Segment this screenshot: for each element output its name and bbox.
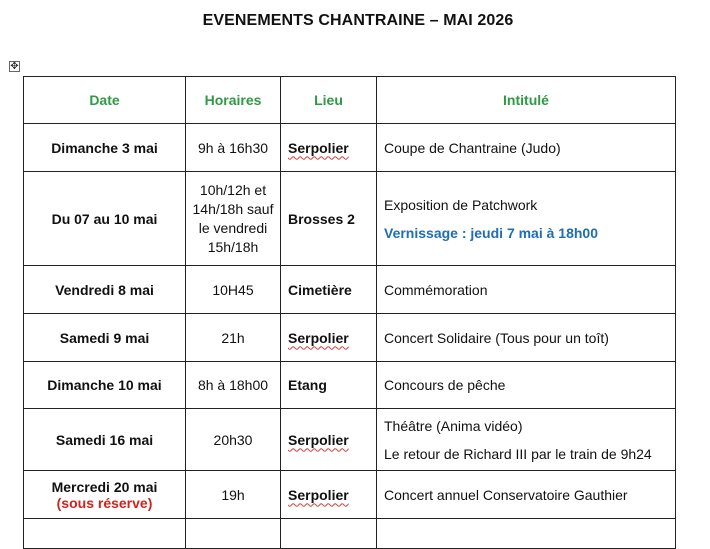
row-event: Exposition de Patchwork bbox=[384, 196, 538, 213]
row-event-detail: Le retour de Richard III par le train de 9h24 bbox=[384, 445, 652, 462]
empty-cell bbox=[281, 519, 377, 549]
row-place: Etang bbox=[281, 362, 377, 409]
row-place-cell bbox=[281, 409, 377, 471]
row-event-cell bbox=[377, 409, 676, 471]
events-table bbox=[23, 76, 676, 549]
table-row bbox=[24, 266, 676, 314]
table-row bbox=[24, 409, 676, 471]
row-hours: 21h bbox=[186, 314, 281, 362]
row-date-cell bbox=[24, 471, 186, 519]
row-date: Samedi 16 mai bbox=[24, 409, 186, 471]
header-date: Date bbox=[24, 77, 186, 124]
row-hours: 10H45 bbox=[186, 266, 281, 314]
row-event: Concert Solidaire (Tous pour un toît) bbox=[377, 314, 676, 362]
row-place-cell bbox=[281, 314, 377, 362]
row-event: Théâtre (Anima vidéo) bbox=[384, 417, 523, 434]
row-event: Coupe de Chantraine (Judo) bbox=[377, 124, 676, 172]
row-hours: 8h à 18h00 bbox=[186, 362, 281, 409]
row-place: Cimetière bbox=[281, 266, 377, 314]
row-event: Concours de pêche bbox=[377, 362, 676, 409]
row-place: Serpolier bbox=[288, 431, 349, 448]
header-title: Intitulé bbox=[377, 77, 676, 124]
table-row bbox=[24, 314, 676, 362]
table-row bbox=[24, 362, 676, 409]
table-row bbox=[24, 124, 676, 172]
row-date: Vendredi 8 mai bbox=[24, 266, 186, 314]
header-place: Lieu bbox=[281, 77, 377, 124]
document-title: EVENEMENTS CHANTRAINE – MAI 2026 bbox=[202, 12, 514, 29]
row-date: Dimanche 10 mai bbox=[24, 362, 186, 409]
row-event: Concert annuel Conservatoire Gauthier bbox=[377, 471, 676, 519]
row-hours: 10h/12h et 14h/18h sauf le vendredi 15h/18h bbox=[186, 172, 281, 266]
row-hours: 19h bbox=[186, 471, 281, 519]
row-date: Du 07 au 10 mai bbox=[24, 172, 186, 266]
row-event-cell bbox=[377, 172, 676, 266]
table-row bbox=[24, 172, 676, 266]
table-row bbox=[24, 519, 676, 549]
row-date: Samedi 9 mai bbox=[24, 314, 186, 362]
table-row bbox=[24, 471, 676, 519]
row-place: Brosses 2 bbox=[281, 172, 377, 266]
row-place: Serpolier bbox=[288, 329, 349, 346]
row-date-note: (sous réserve) bbox=[56, 494, 153, 511]
row-place-cell bbox=[281, 124, 377, 172]
row-hours: 9h à 16h30 bbox=[186, 124, 281, 172]
row-hours: 20h30 bbox=[186, 409, 281, 471]
row-place: Serpolier bbox=[288, 486, 349, 503]
empty-cell bbox=[377, 519, 676, 549]
row-event: Commémoration bbox=[377, 266, 676, 314]
row-place: Serpolier bbox=[288, 139, 349, 156]
vernissage-note: Vernissage : jeudi 7 mai à 18h00 bbox=[384, 224, 598, 241]
table-move-handle-icon[interactable]: ✥ bbox=[10, 60, 19, 72]
row-date: Mercredi 20 mai bbox=[51, 478, 158, 495]
table-header-row bbox=[24, 77, 676, 124]
empty-cell bbox=[24, 519, 186, 549]
empty-cell bbox=[186, 519, 281, 549]
header-hours: Horaires bbox=[186, 77, 281, 124]
row-place-cell bbox=[281, 471, 377, 519]
row-date: Dimanche 3 mai bbox=[24, 124, 186, 172]
